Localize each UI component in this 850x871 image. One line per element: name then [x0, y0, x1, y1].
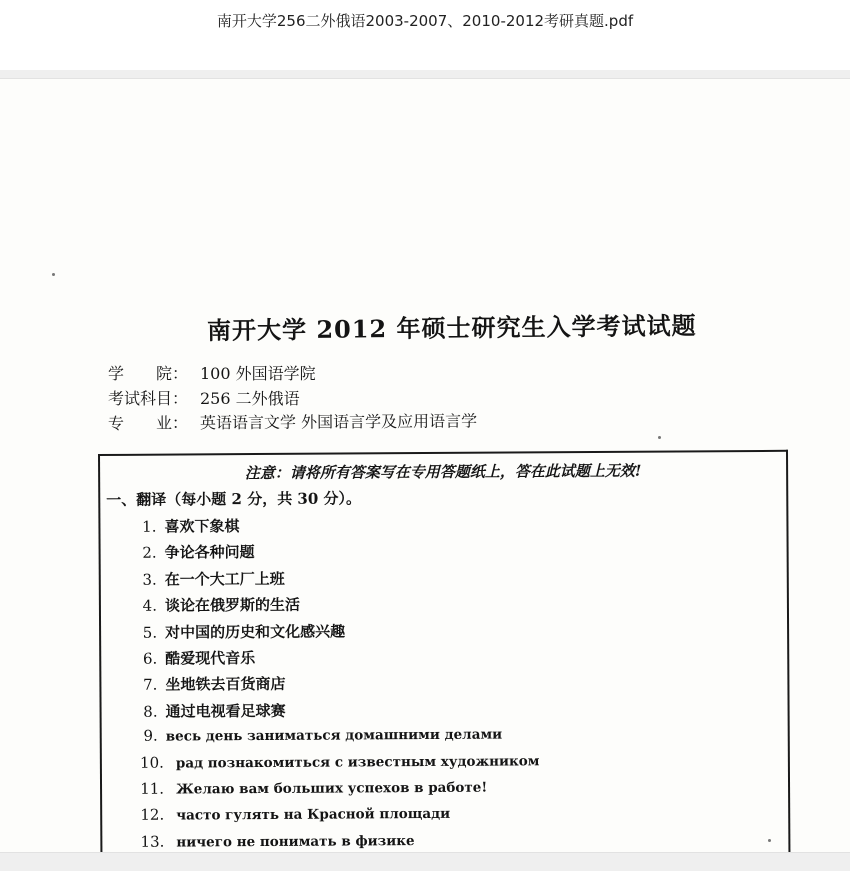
question-item	[128, 777, 540, 806]
info-row-major	[108, 408, 477, 434]
info-value: 100 外国语学院	[200, 364, 316, 383]
question-text: Желаю вам больших успехов в работе!	[176, 779, 488, 798]
info-label: 专 业：	[107, 413, 189, 433]
section-title: 一、翻译（每小题 2 分，共 30 分）。	[106, 489, 362, 509]
question-item	[128, 804, 540, 833]
question-text: 酷爱现代音乐	[165, 648, 256, 668]
question-text: 谈论在俄罗斯的生活	[164, 595, 300, 615]
question-text: ничего не понимать в физике	[176, 832, 415, 851]
question-number: 8.	[143, 702, 158, 721]
info-label: 考试科目：	[108, 389, 189, 408]
question-list	[126, 513, 540, 852]
viewer-bottom-bar	[0, 852, 850, 871]
question-number: 3.	[142, 570, 157, 589]
scan-speck	[52, 273, 55, 276]
exam-title: 南开大学 2012 年硕士研究生入学考试试题	[206, 310, 697, 345]
question-box	[98, 450, 791, 852]
question-number: 7.	[143, 675, 158, 695]
question-number: 6.	[142, 649, 158, 668]
question-text: 对中国的历史和文化感兴趣	[165, 622, 346, 642]
question-number: 12.	[140, 805, 165, 825]
question-number: 13.	[140, 832, 165, 851]
pdf-page[interactable]	[0, 79, 850, 852]
info-row-college	[108, 361, 316, 384]
question-text: весь день заниматься домашними делами	[165, 726, 503, 745]
question-item	[127, 645, 539, 674]
question-number: 10.	[139, 753, 164, 772]
question-number: 5.	[142, 623, 158, 642]
toolbar-divider	[0, 70, 850, 79]
question-number: 2.	[142, 544, 157, 563]
answer-notice: 注意：请将所有答案写在专用答题纸上，答在此试题上无效!	[244, 461, 642, 483]
question-text: рад познакомиться с известным художником	[175, 752, 540, 772]
question-item	[128, 724, 540, 753]
question-item	[127, 592, 539, 621]
question-text: 争论各种问题	[164, 543, 255, 562]
question-number: 11.	[140, 779, 165, 798]
question-item	[128, 698, 540, 727]
info-value: 256 二外俄语	[200, 389, 300, 408]
question-item	[127, 672, 539, 701]
question-number: 4.	[142, 596, 157, 615]
question-text: 坐地铁去百货商店	[165, 675, 286, 694]
question-item	[128, 830, 540, 852]
question-text: 在一个大工厂上班	[164, 569, 285, 589]
question-item	[127, 566, 539, 595]
file-name-title: 南开大学256二外俄语2003-2007、2010-2012考研真题.pdf	[216, 12, 634, 30]
viewer-title-bar	[0, 0, 850, 70]
scanned-exam-page	[0, 79, 850, 852]
question-text: часто гулять на Красной площади	[176, 806, 451, 824]
question-item	[126, 513, 538, 542]
question-text: 喜欢下象棋	[164, 517, 240, 536]
question-item	[127, 540, 539, 569]
info-row-subject	[108, 386, 300, 409]
question-number: 9.	[143, 726, 158, 745]
info-label: 学 院：	[108, 364, 189, 383]
question-item	[127, 619, 539, 648]
question-text: 通过电视看足球赛	[165, 701, 286, 721]
info-value: 英语语言文学 外国语言学及应用语言学	[199, 411, 478, 433]
question-number: 1.	[142, 517, 157, 536]
question-item	[128, 751, 540, 780]
scan-speck	[658, 436, 661, 439]
